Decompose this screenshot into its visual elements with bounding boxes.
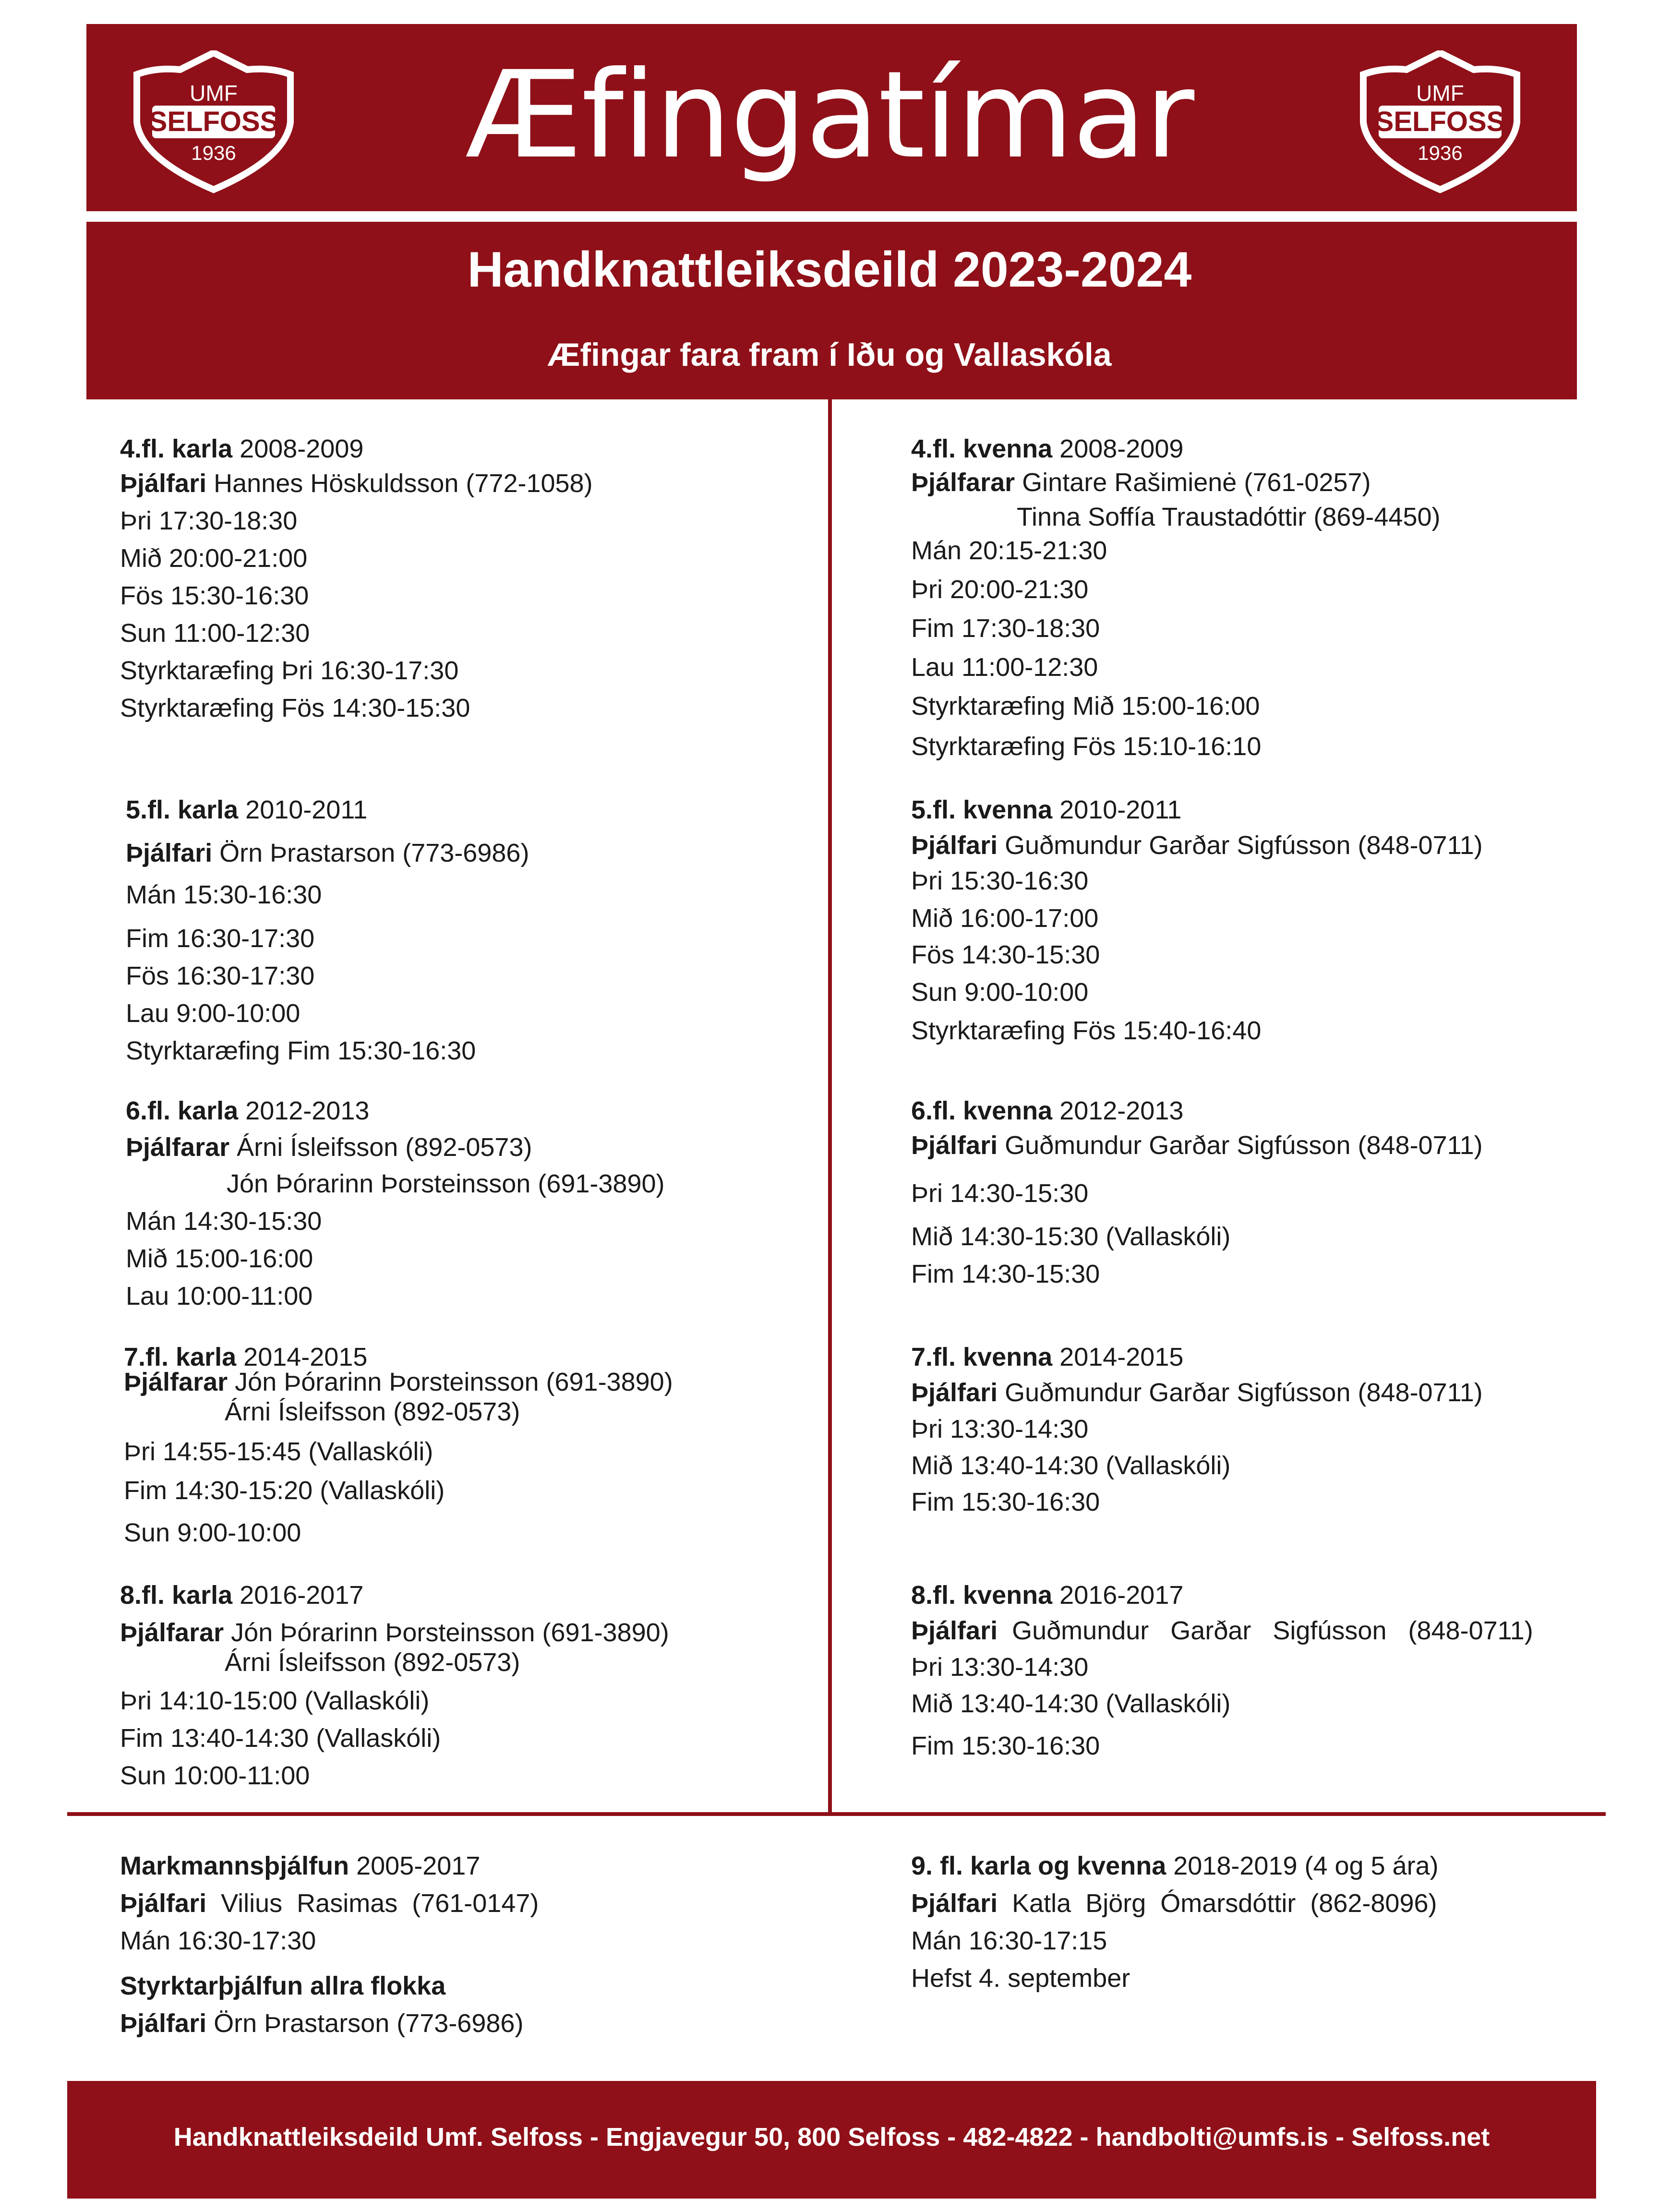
group-name: 4.fl. karla (120, 434, 233, 463)
group-years: 2016-2017 (240, 1581, 364, 1610)
time-slot: Fim 15:30-16:30 (911, 1488, 1100, 1516)
time-slot: Styrktaræfing Fös 15:40-16:40 (911, 1016, 1262, 1045)
start-note: Hefst 4. september (911, 1964, 1130, 1993)
group-name: 8.fl. karla (120, 1581, 233, 1610)
group-years: 2014-2015 (1059, 1343, 1184, 1371)
coach-name: Jón Þórarinn Þorsteinsson (691-3890) (231, 1618, 669, 1647)
coach-name: Jón Þórarinn Þorsteinsson (691-3890) (227, 1169, 665, 1198)
time-slot: Þri 14:55-15:45 (Vallaskóli) (124, 1437, 433, 1466)
group-name: 7.fl. kvenna (911, 1343, 1053, 1371)
time-slot: Þri 13:30-14:30 (911, 1653, 1089, 1682)
group-years: 2012-2013 (245, 1096, 370, 1125)
time-slot: Fim 13:40-14:30 (Vallaskóli) (120, 1724, 441, 1753)
coach-name: Árni Ísleifsson (892-0573) (225, 1648, 520, 1677)
coach-label: Þjálfarar (120, 1618, 224, 1647)
logo-text-top: UMF (190, 81, 238, 106)
coach-name: Tinna Soffía Traustadóttir (869-4450) (1017, 503, 1441, 531)
logo-text-top: UMF (1416, 81, 1464, 106)
time-slot: Sun 9:00-10:00 (124, 1518, 301, 1547)
time-slot: Fim 16:30-17:30 (126, 924, 315, 953)
time-slot: Fös 14:30-15:30 (911, 940, 1100, 969)
time-slot: Þri 14:30-15:30 (911, 1179, 1089, 1208)
coach-name: Árni Ísleifsson (892-0573) (237, 1133, 532, 1162)
coach-label: Þjálfari (120, 469, 207, 498)
coach-label: Þjálfarar (126, 1133, 230, 1162)
coach-name: Katla Björg Ómarsdóttir (862-8096) (1012, 1889, 1437, 1918)
group-years: 2008-2009 (240, 434, 364, 463)
time-slot: Lau 11:00-12:30 (911, 653, 1098, 682)
time-slot: Styrktaræfing Fim 15:30-16:30 (126, 1036, 476, 1065)
time-slot: Styrktaræfing Fös 15:10-16:10 (911, 732, 1262, 761)
group-name: 7.fl. karla (124, 1343, 237, 1371)
coach-label: Þjálfari (911, 1616, 998, 1645)
group-name: Markmannsþjálfun (120, 1851, 349, 1880)
coach-label: Þjálfarar (124, 1368, 228, 1396)
section-divider (67, 1812, 1606, 1816)
group-years: 2014-2015 (243, 1343, 368, 1371)
coach-name: Jón Þórarinn Þorsteinsson (691-3890) (235, 1368, 673, 1396)
time-slot: Mán 16:30-17:15 (911, 1926, 1107, 1955)
coach-name: Gintare Rašimienė (761-0257) (1022, 468, 1371, 497)
time-slot: Fös 16:30-17:30 (126, 962, 315, 990)
coach-label: Þjálfari (911, 1889, 998, 1918)
time-slot: Þri 20:00-21:30 (911, 575, 1089, 604)
logo-text-middle: SELFOSS (148, 106, 279, 137)
group-name: 6.fl. karla (126, 1096, 239, 1125)
coach-label: Þjálfari (911, 1378, 998, 1407)
time-slot: Þri 17:30-18:30 (120, 506, 298, 535)
coach-name: Guðmundur Garðar Sigfússon (848-0711) (1012, 1616, 1533, 1645)
column-divider (828, 399, 832, 1815)
time-slot: Mið 20:00-21:00 (120, 544, 308, 573)
time-slot: Sun 9:00-10:00 (911, 978, 1089, 1007)
venue-note: Æfingar fara fram í Iðu og Vallaskóla (547, 337, 1112, 373)
coach-name: Vilius Rasimas (761-0147) (221, 1889, 539, 1918)
coach-name: Árni Ísleifsson (892-0573) (225, 1397, 520, 1426)
time-slot: Mið 15:00-16:00 (126, 1244, 313, 1273)
group-years: 2005-2017 (356, 1851, 481, 1880)
coach-label: Þjálfari (911, 1131, 998, 1160)
group-name: 6.fl. kvenna (911, 1096, 1053, 1125)
time-slot: Fim 14:30-15:30 (911, 1260, 1100, 1288)
coach-name: Örn Þrastarson (773-6986) (219, 839, 529, 867)
group-years: 2016-2017 (1059, 1581, 1184, 1610)
group-years: 2010-2011 (1059, 795, 1182, 824)
group-name: 8.fl. kvenna (911, 1581, 1053, 1610)
coach-label: Þjálfari (126, 839, 213, 867)
time-slot: Mán 20:15-21:30 (911, 536, 1107, 565)
time-slot: Mán 16:30-17:30 (120, 1926, 316, 1955)
time-slot: Þri 13:30-14:30 (911, 1415, 1089, 1443)
time-slot: Mið 16:00-17:00 (911, 904, 1099, 933)
time-slot: Mán 14:30-15:30 (126, 1207, 322, 1236)
coach-label: Þjálfari (120, 1889, 207, 1918)
time-slot: Mið 13:40-14:30 (Vallaskóli) (911, 1451, 1231, 1480)
coach-label: Þjálfarar (911, 468, 1015, 497)
group-years: 2010-2011 (245, 795, 368, 824)
group-name: 5.fl. karla (126, 795, 239, 824)
season-title: Handknattleiksdeild 2023-2024 (467, 242, 1192, 298)
group-name: 5.fl. kvenna (911, 795, 1053, 824)
group-name: 4.fl. kvenna (911, 434, 1053, 463)
logo-text-middle: SELFOSS (1375, 106, 1505, 137)
coach-label: Þjálfari (911, 831, 998, 860)
time-slot: Styrktaræfing Fös 14:30-15:30 (120, 694, 470, 722)
time-slot: Þri 14:10-15:00 (Vallaskóli) (120, 1686, 430, 1715)
time-slot: Fös 15:30-16:30 (120, 581, 309, 610)
time-slot: Þri 15:30-16:30 (911, 866, 1089, 895)
coach-name: Guðmundur Garðar Sigfússon (848-0711) (1005, 1378, 1483, 1407)
coach-name: Guðmundur Garðar Sigfússon (848-0711) (1005, 1131, 1483, 1160)
time-slot: Mið 14:30-15:30 (Vallaskóli) (911, 1222, 1231, 1251)
time-slot: Fim 17:30-18:30 (911, 614, 1100, 643)
group-name: 9. fl. karla og kvenna (911, 1851, 1166, 1880)
time-slot: Sun 11:00-12:30 (120, 619, 310, 648)
coach-name: Guðmundur Garðar Sigfússon (848-0711) (1005, 831, 1483, 860)
group-name: Styrktarþjálfun allra flokka (120, 1972, 446, 2000)
group-years: 2008-2009 (1059, 434, 1184, 463)
logo-text-bottom: 1936 (1418, 142, 1463, 164)
time-slot: Sun 10:00-11:00 (120, 1761, 310, 1790)
time-slot: Styrktaræfing Mið 15:00-16:00 (911, 692, 1260, 721)
group-years: 2018-2019 (4 og 5 ára) (1173, 1851, 1439, 1880)
time-slot: Mán 15:30-16:30 (126, 880, 322, 909)
time-slot: Fim 15:30-16:30 (911, 1731, 1100, 1760)
time-slot: Lau 10:00-11:00 (126, 1282, 313, 1310)
time-slot: Mið 13:40-14:30 (Vallaskóli) (911, 1689, 1231, 1718)
group-years: 2012-2013 (1059, 1096, 1184, 1125)
time-slot: Fim 14:30-15:20 (Vallaskóli) (124, 1476, 445, 1505)
page-title: Æfingatímar (465, 45, 1194, 185)
time-slot: Styrktaræfing Þri 16:30-17:30 (120, 656, 459, 685)
time-slot: Lau 9:00-10:00 (126, 999, 301, 1028)
footer-contact: Handknattleiksdeild Umf. Selfoss - Engjavegur 50, 800 Selfoss - 482-4822 - handbolti@umfs.is - Selfoss.net (173, 2123, 1490, 2152)
coach-name: Örn Þrastarson (773-6986) (214, 2009, 524, 2038)
coach-name: Hannes Höskuldsson (772-1058) (214, 469, 593, 498)
logo-text-bottom: 1936 (191, 142, 236, 164)
coach-label: Þjálfari (120, 2009, 207, 2038)
